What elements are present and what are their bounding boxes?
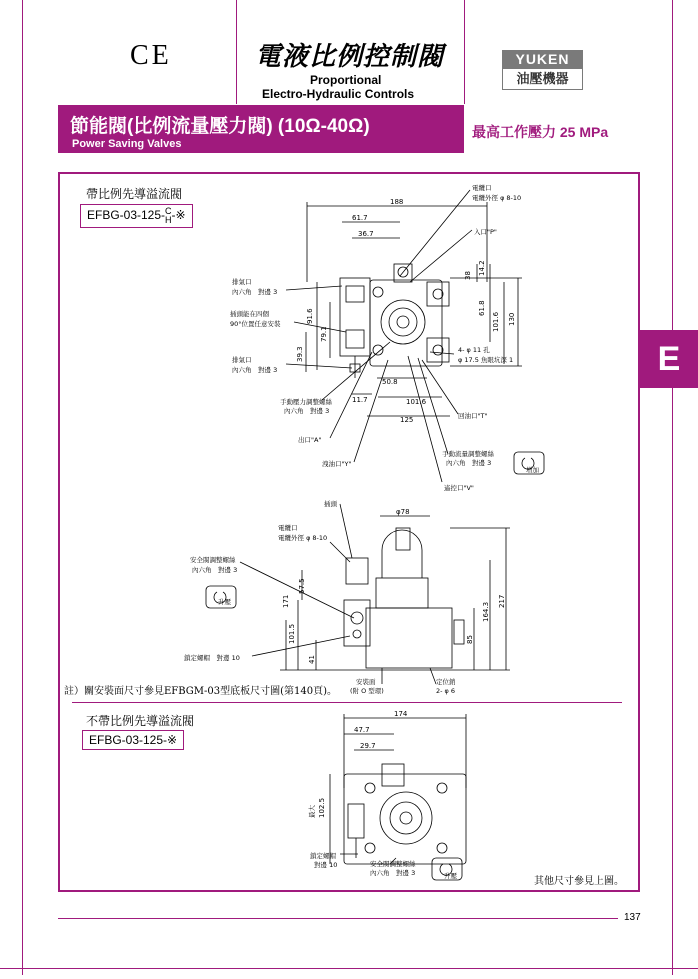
frame-line-right: [672, 0, 673, 330]
label-drain2: 排氣口: [232, 356, 252, 364]
header-line-b: [464, 0, 465, 104]
label-safety3-sub: 內六角 對邊 3: [370, 869, 416, 877]
dim-85: 85: [466, 635, 474, 644]
label-return: 回油口"T": [458, 412, 488, 420]
label-mount-sub: (附 O 型環): [350, 687, 384, 695]
dim-61-7: 61.7: [352, 214, 368, 222]
dim-101-6-h: 101.6: [406, 398, 427, 406]
part1-model-c: C: [165, 206, 172, 216]
label-raise: 升壓: [218, 598, 231, 606]
dim-50-8: 50.8: [382, 378, 398, 386]
part1-model: EFBG-03-125-: [87, 208, 166, 223]
dim-29-7: 29.7: [360, 742, 376, 750]
part1-label: 帶比例先導溢流閥: [86, 187, 183, 201]
note-1: 註）關安裝面尺寸參見EFBGM-03型底板尺寸圖(第140頁)。: [64, 686, 337, 697]
dim-47-7: 47.7: [354, 726, 370, 734]
dim-41: 41: [308, 655, 316, 664]
frame-line-right-lower: [672, 388, 673, 975]
drawing-bottom-view: [300, 708, 480, 886]
label-drain-y: 洩油口"Y": [322, 460, 352, 468]
dim-39-3: 39.3: [296, 346, 304, 362]
page-title-zh: 電液比例控制閥: [255, 42, 445, 72]
label-flow-screw-sub: 內六角 對邊 3: [446, 459, 492, 467]
label-outlet: 出口"A": [298, 436, 322, 444]
page-title-en-1: Proportional: [310, 73, 382, 87]
frame-line-left: [22, 0, 23, 975]
label-holes: 4- φ 11 孔: [458, 346, 490, 354]
label-press-screw: 手動壓力調整螺絲: [280, 398, 332, 406]
label-increase: 增加: [526, 466, 539, 474]
label-flow-screw: 手動流量調整螺絲: [442, 450, 494, 458]
section-tab[interactable]: E: [640, 330, 698, 388]
yuken-logo: [502, 50, 583, 90]
label-counterbore: φ 17.5 魚眼坑深 1: [458, 356, 514, 364]
label-remote: 遙控口"V": [444, 484, 474, 492]
label-drain2-sub: 內六角 對邊 3: [232, 366, 278, 374]
header-line-a: [236, 0, 237, 104]
dim-57-5: 57.5: [298, 578, 306, 594]
max-pressure: 最高工作壓力 25 MPa: [472, 124, 609, 140]
footer-line: [58, 918, 618, 919]
label-rotate: 插頭能在四個: [230, 310, 269, 318]
drawing-side-view: [170, 500, 530, 695]
label-lock: 鎖定螺帽 對邊 10: [184, 654, 240, 662]
part2-model: EFBG-03-125-※: [89, 733, 178, 747]
dim-36-7: 36.7: [358, 230, 374, 238]
drawing1-labels: [230, 183, 540, 492]
logo-top: YUKEN: [502, 50, 583, 68]
dim-164-3: 164.3: [482, 601, 490, 622]
part1-model-box: [80, 204, 193, 228]
drawing2-labels: [184, 500, 456, 695]
dim-125: 125: [400, 416, 414, 424]
label-conn-dia: 電纜外徑 φ 8-10: [472, 194, 522, 202]
label-safety-sub: 內六角 對邊 3: [192, 566, 238, 574]
dim-14-2: 14.2: [478, 260, 486, 276]
label-pin-sub: 2- φ 6: [436, 687, 456, 695]
drawing-top-view: [222, 182, 552, 494]
dim-188: 188: [390, 198, 404, 206]
section-title-bar: [58, 105, 464, 153]
divider: [72, 702, 622, 703]
label-raise3: 升壓: [444, 872, 457, 880]
dim-217: 217: [498, 594, 506, 608]
label-pin: 定位銷: [436, 678, 456, 686]
dim-79-1: 79.1: [320, 326, 328, 342]
dim-61-8: 61.8: [478, 300, 486, 316]
label-rotate-sub: 90°位置任意安裝: [230, 320, 281, 328]
part2-label: 不帶比例先導溢流閥: [86, 714, 195, 728]
dim-171: 171: [282, 594, 290, 608]
dim-91-6: 91.6: [306, 308, 314, 324]
label-lock3-sub: 對邊 10: [314, 861, 338, 869]
page-title-en-2: Electro-Hydraulic Controls: [262, 87, 415, 101]
note-2: 其他尺寸參見上圖。: [534, 876, 624, 887]
part1-model-star: -※: [171, 208, 186, 223]
label-max: 最大: [308, 805, 316, 818]
label-inlet: 入口"P": [474, 228, 497, 236]
dim-174: 174: [394, 710, 408, 718]
part1-model-h: H: [165, 215, 172, 225]
page-number: 137: [624, 912, 641, 923]
label-safety3: 安全閥調整螺絲: [370, 860, 416, 868]
dim-102-5: 102.5: [318, 797, 326, 818]
label-plug: 插頭: [324, 500, 337, 508]
dim-101-5: 101.5: [288, 623, 296, 644]
dim-130: 130: [508, 312, 516, 326]
dim-101-6-v: 101.6: [492, 311, 500, 332]
label-conn: 電纜口: [472, 184, 492, 192]
ce-mark: C E: [130, 40, 167, 71]
dim-phi78: φ78: [396, 508, 410, 516]
label-press-screw-sub: 內六角 對邊 3: [284, 407, 330, 415]
label-lock3: 鎖定螺帽: [310, 852, 336, 860]
part2-model-box: [82, 730, 184, 750]
dim-38: 38: [464, 271, 472, 280]
frame-line-bottom: [0, 968, 698, 969]
label-drain1: 排氣口: [232, 278, 252, 286]
dim-11-7: 11.7: [352, 396, 368, 404]
drawing3-labels: [307, 805, 458, 881]
label-mount: 安裝面: [356, 678, 376, 686]
logo-bottom: 油壓機器: [502, 68, 583, 90]
section-title-en: Power Saving Valves: [72, 138, 182, 150]
section-title-zh: 節能閥(比例流量壓力閥) (10Ω-40Ω): [70, 116, 370, 137]
label-conn2: 電纜口: [278, 524, 298, 532]
label-drain1-sub: 內六角 對邊 3: [232, 288, 278, 296]
label-conn2-dia: 電纜外徑 φ 8-10: [278, 534, 328, 542]
label-safety: 安全閥調整螺絲: [190, 556, 236, 564]
